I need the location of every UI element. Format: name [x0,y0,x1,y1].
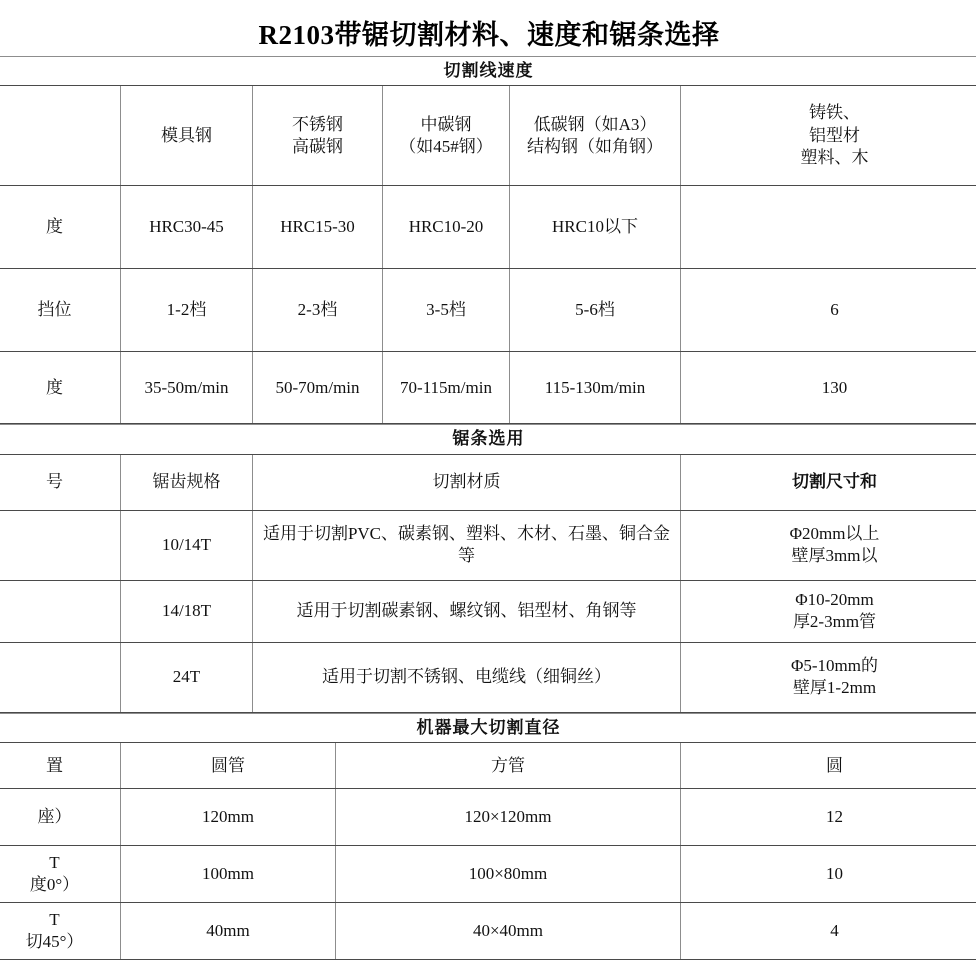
cell-material-2: 适用于切割碳素钢、螺纹钢、铝型材、角钢等 [253,580,681,642]
table-row [0,510,976,580]
cell-square-3: 40×40mm [336,903,681,960]
table-cutting-line-speed [0,56,976,424]
col-header-tooth-spec: 锯齿规格 [121,454,253,510]
table-row [0,903,976,960]
col-header-line2: 铝型材 [809,125,861,145]
row-label-vertical [0,789,121,846]
col-header-round-extra: 圆 [681,743,976,789]
row-label-angle-0 [0,846,121,903]
cell-size-2 [681,580,976,642]
cell-tooth-spec-2: 14/18T [121,580,253,642]
row-label-speed: 度 [0,352,121,424]
cell-gear-low: 5-6档 [510,269,681,352]
cell-gear-stainless: 2-3档 [253,269,383,352]
corner-cell [0,86,121,186]
cell-extra-3: 4 [681,903,976,960]
cell-hardness-mold: HRC30-45 [121,186,253,269]
cell-round-2: 100mm [121,846,336,903]
row-label-line2: 座） [37,807,72,827]
section-header-row [0,57,976,86]
col-header-low-carbon [510,86,681,186]
cell-size-line1: Φ5-10mm的 [790,655,879,675]
col-header-mold-steel: 模具钢 [121,86,253,186]
row-label-line2: 度0°） [29,875,80,895]
col-header-line3: 塑料、木 [800,148,869,168]
cell-square-2: 100×80mm [336,846,681,903]
col-header-stainless-highcarbon [253,86,383,186]
col-header-line2: 高碳钢 [292,136,343,156]
col-header-castiron-aluminum [681,86,976,186]
cell-gear-medium: 3-5档 [383,269,510,352]
table-max-cutting-diameter [0,713,976,960]
col-header-line2: （如45#钢） [399,136,493,156]
col-header-serial: 号 [0,454,121,510]
col-header-line1: 中碳钢 [420,114,472,134]
cell-size-1 [681,510,976,580]
table-row [0,580,976,642]
col-header-position: 置 [0,743,121,789]
row-label-line2: 切45°） [25,932,84,952]
spreadsheet-viewport [0,56,976,976]
section-header-cutting-line-speed: 切割线速度 [0,57,976,86]
cell-material-1: 适用于切割PVC、碳素钢、塑料、木材、石墨、铜合金等 [253,510,681,580]
col-header-line1: 低碳钢（如A3） [533,114,657,134]
cell-serial-3 [0,642,121,712]
col-header-cutting-material: 切割材质 [253,454,681,510]
section-header-max-cutting-diameter: 机器最大切割直径 [0,713,976,742]
spreadsheet-content [0,56,976,960]
cell-serial-2 [0,580,121,642]
cell-size-line1: Φ20mm以上 [789,523,880,543]
cell-round-1: 120mm [121,789,336,846]
table-row [0,846,976,903]
table-row [0,642,976,712]
row-label-line1: T [49,909,60,929]
col-header-line2: 结构钢（如角钢） [527,136,663,156]
table-row [0,789,976,846]
table-row [0,186,976,269]
table-row [0,269,976,352]
cell-round-3: 40mm [121,903,336,960]
cell-gear-mold: 1-2档 [121,269,253,352]
row-label-line1: T [49,852,60,872]
col-header-round-tube: 圆管 [121,743,336,789]
cell-hardness-castiron [681,186,976,269]
cell-extra-1: 12 [681,789,976,846]
cell-material-3: 适用于切割不锈钢、电缆线（细铜丝） [253,642,681,712]
col-header-square-tube: 方管 [336,743,681,789]
row-label-angle-45 [0,903,121,960]
table-row [0,352,976,424]
cell-gear-castiron: 6 [681,269,976,352]
cell-speed-medium: 70-115m/min [383,352,510,424]
col-header-medium-carbon [383,86,510,186]
table-blade-selection [0,424,976,712]
cell-size-line2: 壁厚1-2mm [792,678,877,698]
col-header-cutting-size: 切割尺寸和 [681,454,976,510]
cell-tooth-spec-3: 24T [121,642,253,712]
section-header-row [0,425,976,454]
cell-hardness-low: HRC10以下 [510,186,681,269]
cell-speed-low: 115-130m/min [510,352,681,424]
table-header-row [0,454,976,510]
section-header-blade-selection: 锯条选用 [0,425,976,454]
col-header-line1: 铸铁、 [809,103,861,123]
cell-tooth-spec-1: 10/14T [121,510,253,580]
cell-size-line2: 厚2-3mm管 [792,612,877,632]
cell-speed-mold: 35-50m/min [121,352,253,424]
cell-size-line2: 壁厚3mm以 [791,546,878,566]
cell-speed-castiron: 130 [681,352,976,424]
table-header-row [0,86,976,186]
cell-square-1: 120×120mm [336,789,681,846]
table-header-row [0,743,976,789]
cell-speed-stainless: 50-70m/min [253,352,383,424]
page-title: R2103带锯切割材料、速度和锯条选择 [258,19,720,50]
col-header-line1: 不锈钢 [292,114,343,134]
cell-size-3 [681,642,976,712]
row-label-hardness: 度 [0,186,121,269]
cell-extra-2: 10 [681,846,976,903]
cell-hardness-stainless: HRC15-30 [253,186,383,269]
cell-size-line1: Φ10-20mm [795,589,874,609]
cell-serial-1 [0,510,121,580]
cell-hardness-medium: HRC10-20 [383,186,510,269]
section-header-row [0,713,976,742]
row-label-gear: 挡位 [0,269,121,352]
